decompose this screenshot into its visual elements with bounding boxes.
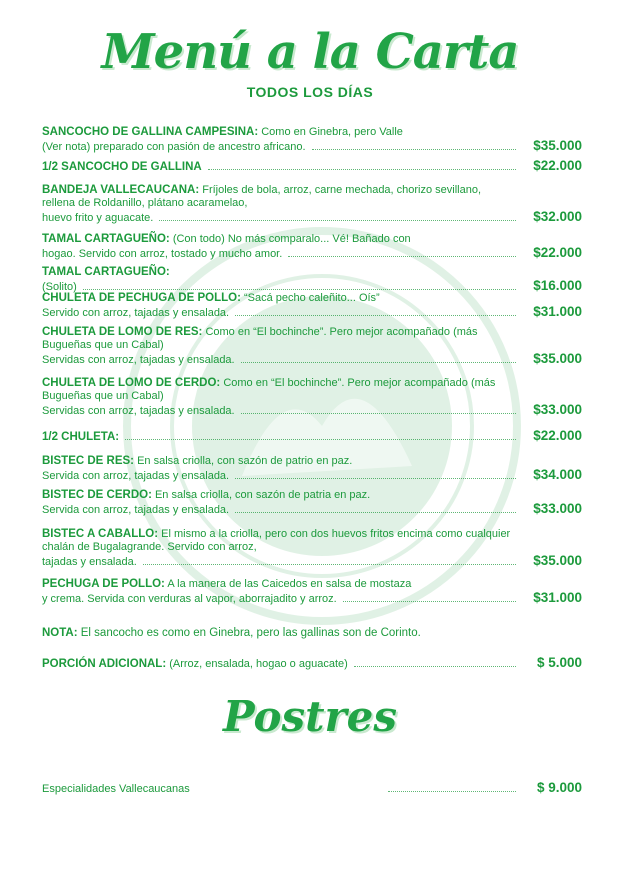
menu-item-desc: A la manera de las Caicedos en salsa de mostaza bbox=[167, 578, 412, 590]
leader-dots bbox=[241, 362, 516, 363]
leader-dots bbox=[288, 256, 516, 257]
menu-item-last-line: 1/2 CHULETA: bbox=[42, 431, 120, 443]
postre-name: Especialidades Vallecaucanas bbox=[42, 783, 190, 795]
menu-item-price: $16.000 bbox=[533, 278, 582, 293]
menu-item-price: $35.000 bbox=[533, 351, 582, 366]
menu-item-last-line: (Ver nota) preparado con pasión de ancestro africano. bbox=[42, 141, 306, 153]
leader-dots bbox=[312, 149, 516, 150]
note-text: El sancocho es como en Ginebra, pero las gallinas son de Corinto. bbox=[80, 627, 421, 639]
note-label: NOTA: bbox=[42, 627, 78, 639]
menu-item bbox=[42, 266, 582, 294]
menu-item-price: $22.000 bbox=[533, 428, 582, 443]
menu-item-name: PECHUGA DE POLLO: bbox=[42, 578, 165, 590]
leader-dots bbox=[159, 220, 516, 221]
menu-item-name: CHULETA DE LOMO DE RES: bbox=[42, 326, 203, 338]
menu-item-price: $32.000 bbox=[533, 209, 582, 224]
menu-item-last-line: 1/2 SANCOCHO DE GALLINA bbox=[42, 161, 202, 173]
menu-item-price: $33.000 bbox=[533, 402, 582, 417]
menu-item-name: TAMAL CARTAGUEÑO: bbox=[42, 233, 170, 245]
menu-item bbox=[42, 184, 582, 225]
leader-dots bbox=[235, 478, 516, 479]
menu-item bbox=[42, 528, 582, 569]
leader-dots bbox=[343, 601, 516, 602]
menu-item bbox=[42, 455, 582, 483]
menu-item bbox=[42, 159, 582, 174]
leader-dots bbox=[235, 512, 516, 513]
menu-item-price: $31.000 bbox=[533, 590, 582, 605]
menu-item-price: $22.000 bbox=[533, 158, 582, 173]
menu-item-name: BISTEC DE CERDO: bbox=[42, 489, 152, 501]
menu-item-desc: El mismo a la criolla, pero con dos huevos fritos encima como cualquier chalán de Bugalagrande. Servido con arroz, bbox=[42, 528, 511, 553]
menu-item-name: BISTEC DE RES: bbox=[42, 455, 135, 467]
menu-item bbox=[42, 233, 582, 261]
menu-item-last-line: hogao. Servido con arroz, tostado y mucho amor. bbox=[42, 248, 283, 260]
menu-item-desc: (Con todo) No más comparalo... Vé! Bañado con bbox=[172, 233, 411, 245]
menu-item-last-line: (Solito) bbox=[42, 281, 77, 293]
menu-item bbox=[42, 326, 582, 367]
menu-item-name: SANCOCHO DE GALLINA CAMPESINA: bbox=[42, 126, 259, 138]
menu-item-desc: Fríjoles de bola, arroz, carne mechada, chorizo sevillano, rellena de Roldanillo, plátano acaramelao, bbox=[42, 184, 482, 209]
menu-item bbox=[42, 578, 582, 606]
extra-desc: (Arroz, ensalada, hogao o aguacate) bbox=[169, 658, 348, 670]
menu-item-last-line: huevo frito y aguacate. bbox=[42, 212, 154, 224]
menu-item-last-line: y crema. Servida con verduras al vapor, aborrajadito y arroz. bbox=[42, 593, 337, 605]
postre-price: $ 9.000 bbox=[536, 780, 582, 795]
menu-item-name: CHULETA DE LOMO DE CERDO: bbox=[42, 377, 221, 389]
menu-item bbox=[42, 292, 582, 320]
menu-item-desc: Como en Ginebra, pero Valle bbox=[261, 126, 403, 138]
postre-item bbox=[42, 781, 582, 796]
menu-item-last-line: Servida con arroz, tajadas y ensalada. bbox=[42, 504, 230, 516]
extra-name: PORCIÓN ADICIONAL: bbox=[42, 658, 167, 670]
menu-item-name: BANDEJA VALLECAUCANA: bbox=[42, 184, 200, 196]
page-title: Menú a la Carta bbox=[101, 24, 519, 80]
menu-item-price: $31.000 bbox=[533, 304, 582, 319]
menu-item-last-line: tajadas y ensalada. bbox=[42, 556, 137, 568]
menu-item-last-line: Servido con arroz, tajadas y ensalada. bbox=[42, 307, 230, 319]
menu-item-desc: En salsa criolla, con sazón de patria en paz. bbox=[154, 489, 371, 501]
leader-dots bbox=[235, 315, 516, 316]
menu-item-last-line: Servidas con arroz, tajadas y ensalada. bbox=[42, 405, 235, 417]
leader-dots bbox=[125, 439, 516, 440]
postres-title: Postres bbox=[222, 692, 397, 741]
extra-price: $ 5.000 bbox=[536, 655, 582, 670]
extra-portion-item bbox=[42, 656, 582, 671]
menu-item-last-line: Servidas con arroz, tajadas y ensalada. bbox=[42, 354, 235, 366]
leader-dots bbox=[388, 791, 516, 792]
menu-item bbox=[42, 489, 582, 517]
menu-item-desc: Como en “El bochinche”. Pero mejor acompañado (más Bugueñas que un Cabal) bbox=[42, 326, 478, 351]
menu-item-desc: Como en “El bochinche”. Pero mejor acompañado (más Bugueñas que un Cabal) bbox=[42, 377, 496, 402]
menu-item bbox=[42, 429, 582, 444]
leader-dots bbox=[354, 666, 516, 667]
leader-dots bbox=[83, 289, 516, 290]
menu-note bbox=[42, 627, 421, 639]
menu-item-desc: “Sacá pecho caleñito... Oís” bbox=[243, 292, 380, 304]
menu-item-price: $33.000 bbox=[533, 501, 582, 516]
menu-item-price: $22.000 bbox=[533, 245, 582, 260]
menu-item-desc: En salsa criolla, con sazón de patrio en paz. bbox=[137, 455, 353, 467]
menu-item-price: $35.000 bbox=[533, 553, 582, 568]
leader-dots bbox=[241, 413, 516, 414]
page-subtitle: TODOS LOS DÍAS bbox=[246, 84, 374, 100]
menu-item bbox=[42, 126, 582, 154]
leader-dots bbox=[143, 564, 516, 565]
leader-dots bbox=[208, 169, 516, 170]
menu-item-name: CHULETA DE PECHUGA DE POLLO: bbox=[42, 292, 241, 304]
menu-item-price: $34.000 bbox=[533, 467, 582, 482]
menu-item-last-line: Servida con arroz, tajadas y ensalada. bbox=[42, 470, 230, 482]
menu-item bbox=[42, 377, 582, 418]
menu-item-name: BISTEC A CABALLO: bbox=[42, 528, 159, 540]
menu-item-name: TAMAL CARTAGUEÑO: bbox=[42, 266, 170, 278]
menu-item-price: $35.000 bbox=[533, 138, 582, 153]
